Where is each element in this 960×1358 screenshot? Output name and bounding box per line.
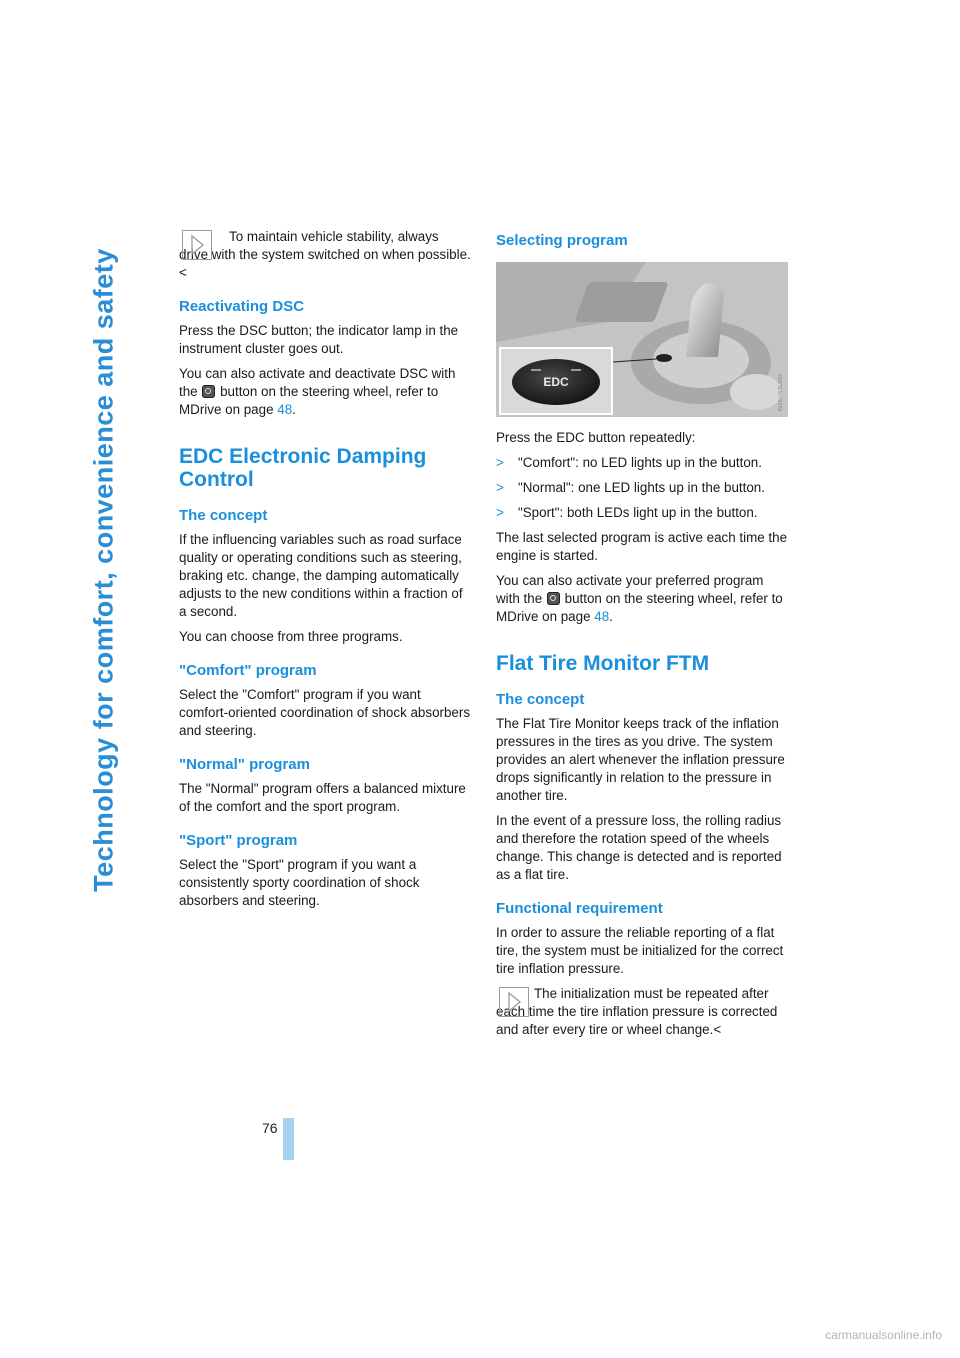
paragraph-press-edc: Press the EDC button repeatedly:	[496, 430, 696, 445]
heading-normal: "Normal" program	[179, 756, 310, 773]
note-text: To maintain vehicle stability, always drive with the system switched on when possible.	[179, 229, 471, 262]
paragraph-functional: In order to assure the reliable reporting of a flat tire, the system must be initialized for the correct tire inflation pressure.	[496, 925, 784, 976]
heading-ftm-concept: The concept	[496, 691, 585, 708]
photo-reference: W1I0763CMA	[778, 373, 784, 411]
heading-edc: EDC Electronic Damping Control	[179, 445, 427, 491]
mdrive-button-icon	[547, 592, 560, 605]
left-column	[179, 228, 471, 917]
edc-label: EDC	[543, 375, 569, 389]
note-text: The initialization must be repeated after each time the tire inflation pressure is corrected and after every tire or wheel change.	[496, 986, 778, 1037]
paragraph-comfort: Select the "Comfort" program if you want comfort-oriented coordination of shock absorbers and steering.	[179, 687, 471, 738]
paragraph-ftm-concept: The Flat Tire Monitor keeps track of the inflation pressures in the tires as you drive. The system provides an alert whenever the inflation pressure drops significantly in relation to the pressure in another tire.	[496, 716, 785, 803]
edc-button-photo	[496, 262, 788, 417]
note-arrow-icon	[182, 230, 212, 260]
paragraph-mdrive-dsc: You can also activate and deactivate DSC with the button on the steering wheel, refer to MDrive on page 48.	[179, 366, 456, 417]
heading-comfort: "Comfort" program	[179, 662, 317, 679]
list-item: > "Comfort": no LED lights up in the button.	[496, 455, 762, 470]
watermark: carmanualsonline.info	[825, 1328, 942, 1342]
note-end-mark: <	[713, 1022, 722, 1037]
heading-selecting-program: Selecting program	[496, 232, 628, 249]
side-section-title	[0, 0, 119, 1358]
right-column	[496, 228, 788, 1046]
page-marker-bar	[283, 1118, 294, 1160]
paragraph-last-selected: The last selected program is active each time the engine is started.	[496, 530, 788, 563]
heading-functional-requirement: Functional requirement	[496, 900, 663, 917]
paragraph-sport: Select the "Sport" program if you want a consistently sporty coordination of shock absorbers and steering.	[179, 857, 420, 908]
paragraph-reactivating: Press the DSC button; the indicator lamp in the instrument cluster goes out.	[179, 323, 459, 356]
paragraph-concept: If the influencing variables such as road surface quality or operating conditions such as steering, braking etc. change, the damping automatically adjusts to the new conditions within a fraction of a second.	[179, 532, 463, 619]
section-title-text: Technology for comfort, convenience and safety	[88, 248, 119, 892]
paragraph-choose: You can choose from three programs.	[179, 629, 403, 644]
heading-sport: "Sport" program	[179, 832, 298, 849]
note-block	[496, 985, 788, 1039]
page-link-48[interactable]: 48	[594, 609, 610, 624]
note-arrow-icon	[499, 987, 529, 1017]
page-link-48[interactable]: 48	[277, 402, 293, 417]
page-number: 76	[262, 1120, 278, 1136]
heading-ftm: Flat Tire Monitor FTM	[496, 652, 710, 675]
note-end-mark: <	[179, 265, 187, 280]
paragraph-mdrive-edc: You can also activate your preferred program with the button on the steering wheel, refer to MDrive on page 48.	[496, 573, 783, 624]
note-block	[179, 228, 471, 282]
list-item: > "Normal": one LED lights up in the button.	[496, 480, 765, 495]
heading-reactivating-dsc: Reactivating DSC	[179, 298, 305, 315]
heading-concept: The concept	[179, 507, 268, 524]
paragraph-pressure-loss: In the event of a pressure loss, the rolling radius and therefore the rotation speed of the wheels change. This change is detected and is reported as a flat tire.	[496, 813, 782, 882]
paragraph-normal: The "Normal" program offers a balanced mixture of the comfort and the sport program.	[179, 781, 466, 814]
mdrive-button-icon	[202, 385, 215, 398]
list-item: > "Sport": both LEDs light up in the button.	[496, 505, 758, 520]
